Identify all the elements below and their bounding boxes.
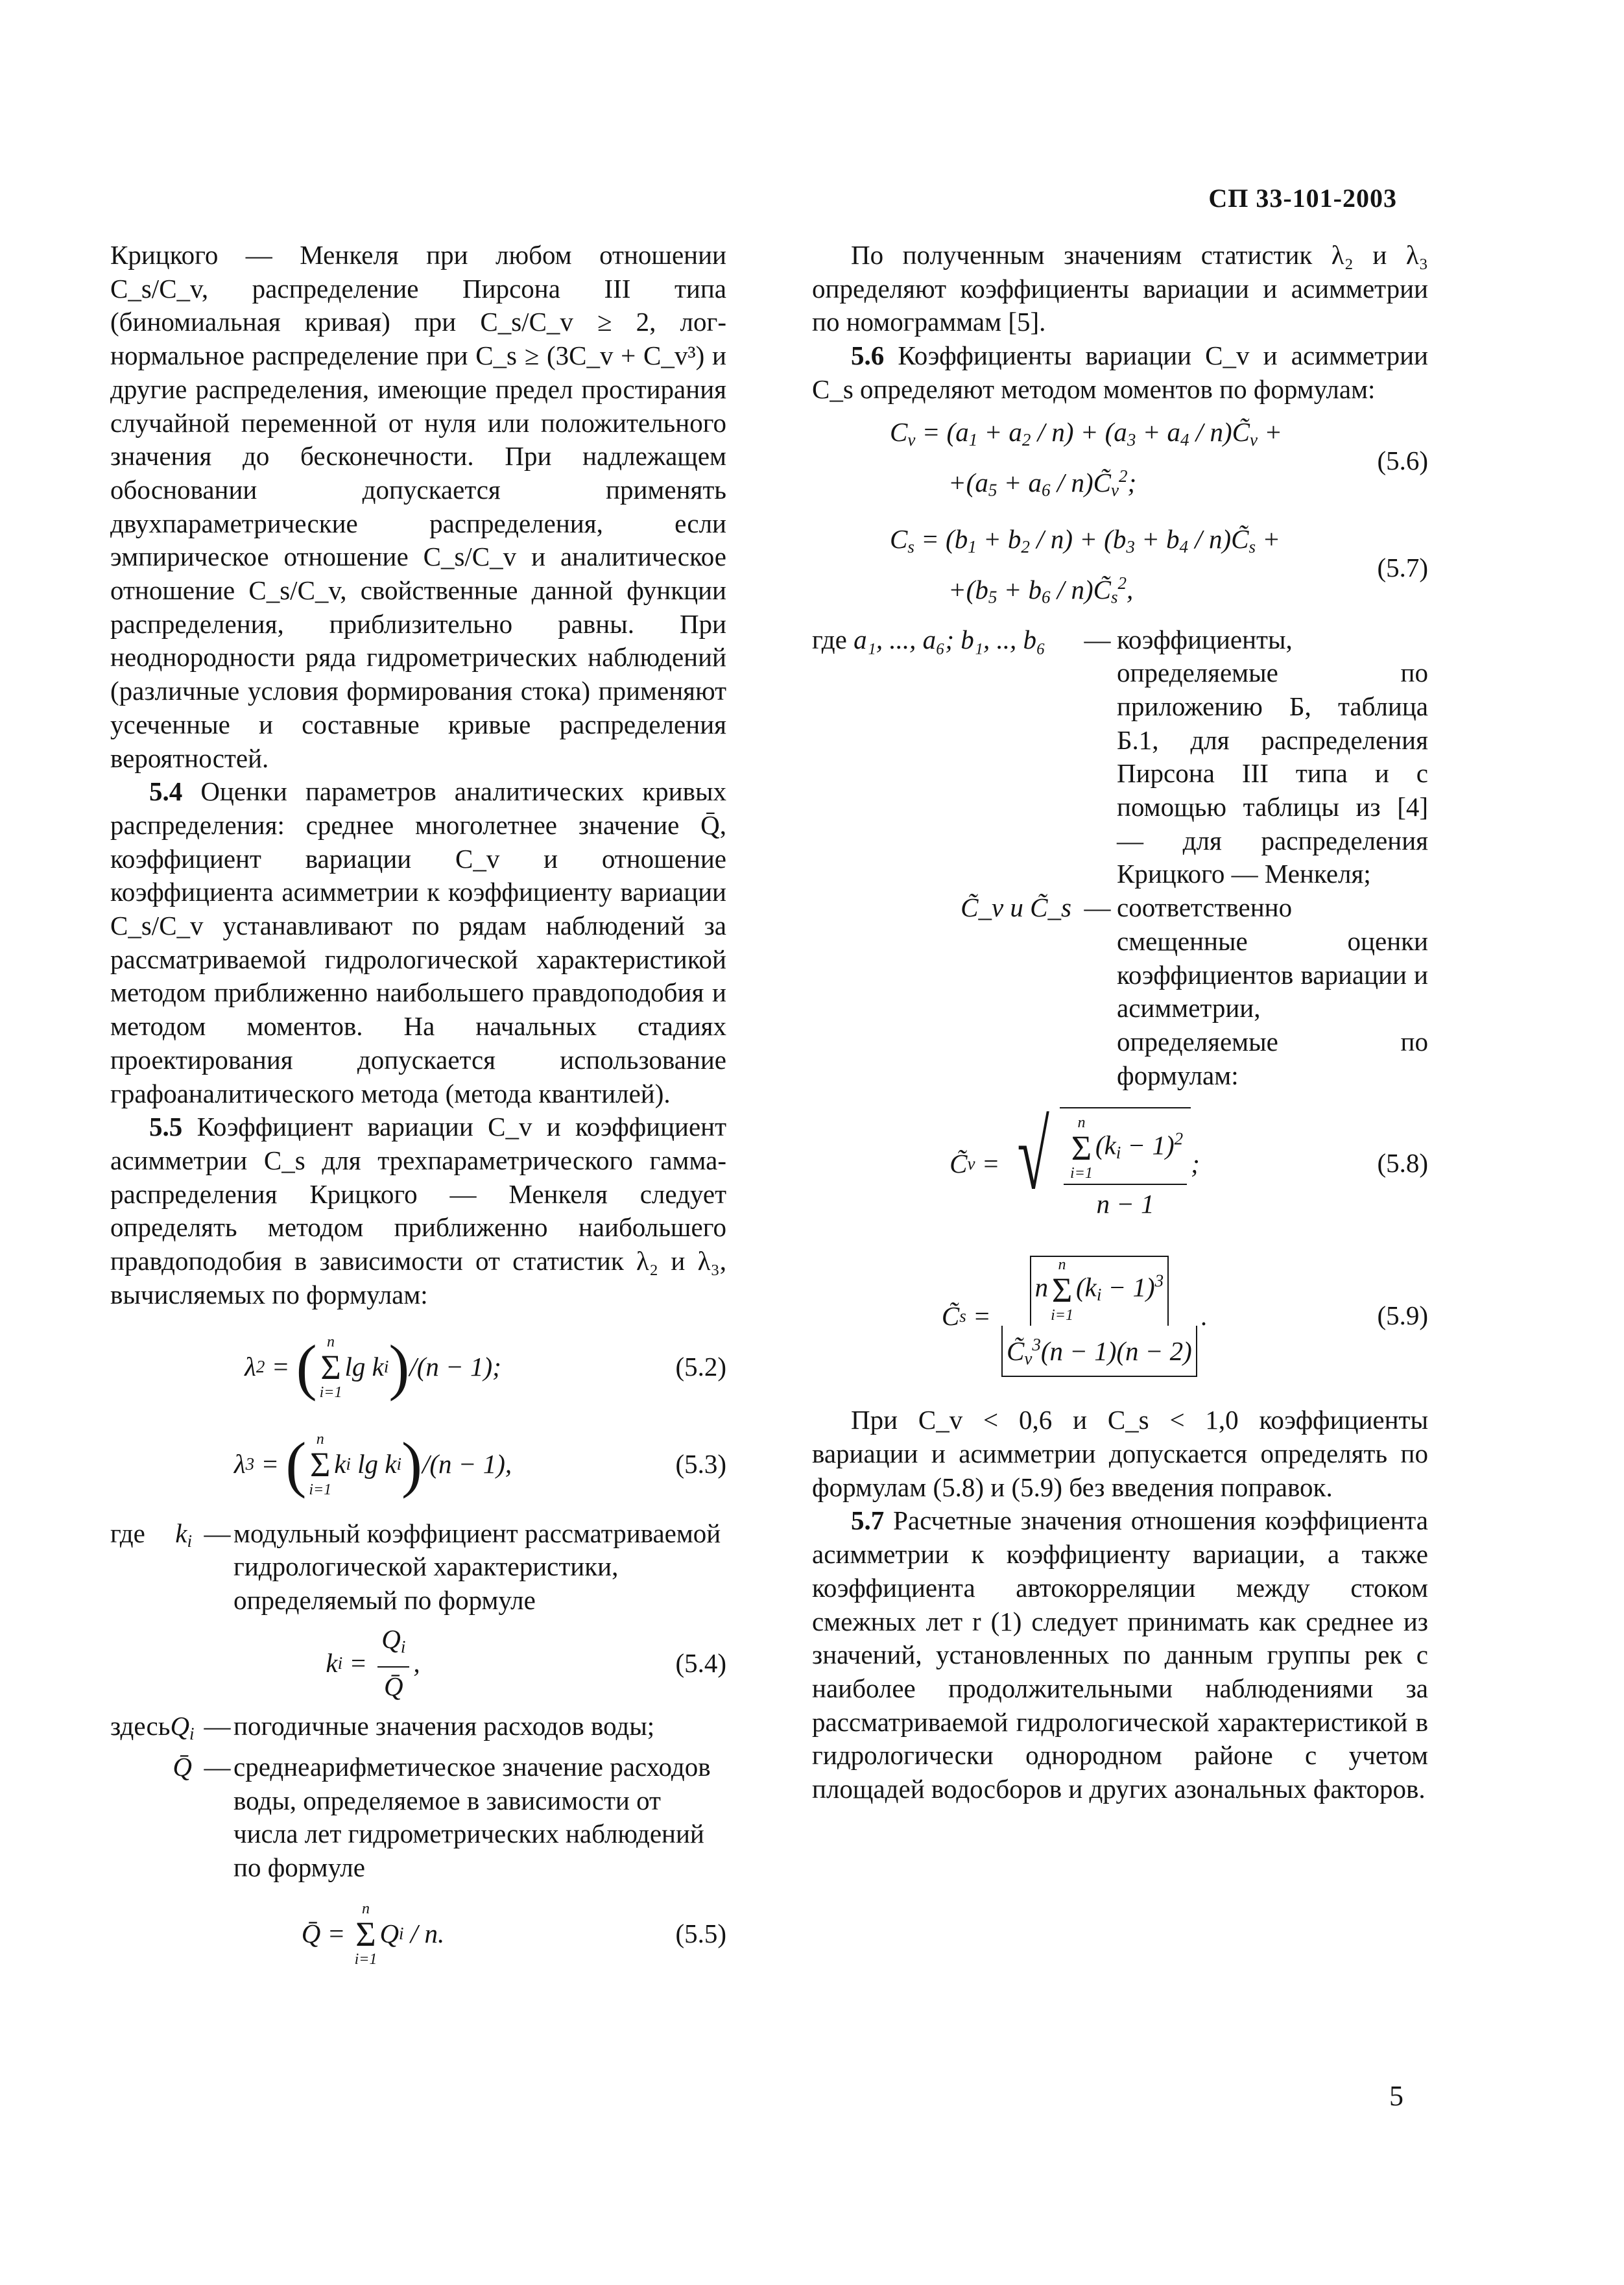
section-text: Коэффициент вариации C_v и коэффициент асимметрии C_s для трехпараметрического гамма-распределения Крицкого — Менкеля следует определять методом приближенно наибольшего правдоподобия в зависимости от статистик λ₂ и λ₃, вычисляемых по формулам: [110, 1112, 727, 1310]
where-word: где [812, 624, 847, 654]
term-qbar: Q̄ [173, 1752, 192, 1782]
definition-text: коэффициенты, определяемые по приложению Б, таблица Б.1, для распределения Пирсона III типа и с помощью таблицы из [4] — для распределения Крицкого — Менкеля; [1117, 624, 1428, 889]
where-word: где [110, 1518, 145, 1548]
formula-5-5: Q̄ = n Σ i=1 Q i / n. (5.5) [301, 1900, 726, 1968]
term-cv-cs: C̃_v и C̃_s [961, 892, 1071, 923]
formula-number: (5.8) [1377, 1148, 1428, 1178]
section-text: Коэффициенты вариации C_v и асимметрии C_s определяют методом моментов по формулам: [812, 341, 1428, 404]
definition-k: где $k_i$ — модульный коэффициент рассматриваемой гидрологической характеристики, определяемый по формуле [110, 1517, 726, 1618]
formula-5-2: λ 2 = ( n Σ i=1 lg k i ) /(n − 1); (5.2) [245, 1332, 726, 1402]
term-qi: $Q_i$ [170, 1710, 195, 1743]
definition-coefficients: где a₁, ..., a₆; b₁, .., b₆ — коэффициенты, определяемые по приложению Б, таблица Б.1, для распределения Пирсона III типа и с помощью таблицы из [4] — для распределения Крицкого — Менкеля; C̃_v и C̃_s — соответственно смещенные оценки коэффициентов вариации и асимметрии, определяемые по формулам: [812, 623, 1428, 1093]
left-column [110, 239, 726, 1980]
definition-text: погодичные значения расходов воды; [233, 1710, 655, 1741]
section-number: 5.6 [851, 341, 885, 371]
document-code: СП 33-101-2003 [1208, 184, 1397, 213]
formula-5-9: C̃ s = n n Σ i=1 $(k_i - 1)^3$ $C̃_v^3(n - 1)(n - 2)$ . (5.9) [812, 1241, 1428, 1391]
definition-text: среднеарифметическое значение расходов воды, определяемое в зависимости от числа лет гидрометрических наблюдений по формуле [233, 1752, 711, 1883]
section-number: 5.5 [149, 1112, 183, 1142]
formula-number: (5.7) [1377, 552, 1428, 582]
formula-5-8: C̃ v = √ n Σ i=1 $(k_i - 1)^2$ n − 1 ; (5.8) [812, 1099, 1428, 1228]
formula-5-4: k i = $\frac{Q_i}{Q̄}$ , (5.4) [326, 1624, 726, 1702]
here-word: здесь [110, 1710, 171, 1741]
section-5-5 [110, 1110, 726, 1311]
definition-text: соответственно смещенные оценки коэффициентов вариации и асимметрии, определяемые по формулам: [1117, 892, 1428, 1090]
formula-number: (5.4) [675, 1647, 726, 1678]
formula-number: (5.9) [1377, 1300, 1428, 1331]
right-column [812, 239, 1428, 1806]
formula-number: (5.3) [675, 1448, 726, 1479]
section-text: Расчетные значения отношения коэффициента асимметрии к коэффициенту вариации, а также коэффициента автокорреляции между стоком смежных лет r (1) следует принимать как среднее из значений, установленных по данным группы рек с наиболее продолжительными наблюдениями за рассматриваемой гидрологической характеристикой в гидрологически однородном районе с учетом площадей водосборов и других азональных факторов. [812, 1505, 1429, 1804]
section-text: Оценки параметров аналитических кривых распределения: среднее многолетнее значение Q̄, коэффициент вариации C_v и отношение коэффициента асимметрии к коэффициенту вариации C_s/C_v устанавливают по рядам наблюдений за рассматриваемой гидрологической характеристикой методом приближенно наибольшего правдоподобия и методом моментов. На начальных стадиях проектирования допускается использование графоаналитического метода (метода квантилей). [110, 776, 726, 1108]
section-5-4 [110, 775, 726, 1110]
section-number: 5.7 [851, 1505, 885, 1536]
formula-5-3: λ 3 = ( n Σ i=1 k i lg k i ) /(n − 1), (5.3) [233, 1429, 726, 1499]
section-number: 5.4 [149, 776, 183, 807]
page-number: 5 [1389, 2080, 1403, 2112]
formula-5-7: $C_s = (b_1 + b_2 / n) + (b_3 + b_4$ / $n)C̃_s$ + $+(b_5 + b_6$ / $n)C̃_s^2$, (5.7) [890, 523, 1428, 607]
definition-qi: здесь $Q_i$ — погодичные значения расходов воды; Q̄ — среднеарифметическое значение расходов воды, определяемое в зависимости от числа лет гидрометрических наблюдений по формуле [110, 1710, 726, 1885]
formula-number: (5.2) [675, 1351, 726, 1382]
paragraph: По полученным значениям статистик λ₂ и λ₃ определяют коэффициенты вариации и асимметрии по номограммам [5]. [812, 240, 1428, 337]
paragraph-continuation: Крицкого — Менкеля при любом отношении C_s/C_v, распределение Пирсона III типа (биномиальная кривая) при C_s/C_v ≥ 2, лог-нормальное распределение при C_s ≥ (3C_v + C_v³) и другие распределения, имеющие предел простирания случайной переменной от нуля или положительного значения до бесконечности. При надлежащем обосновании допускается применять двухпараметрические распределения, если эмпирическое отношение C_s/C_v и аналитическое отношение C_s/C_v, свойственные данной функции распределения, приблизительно равны. При неоднородности ряда гидрометрических наблюдений (различные условия формирования стока) применяют усеченные и составные кривые распределения вероятностей. [110, 240, 726, 773]
paragraph: При C_v < 0,6 и C_s < 1,0 коэффициенты вариации и асимметрии допускается определять по формулам (5.8) и (5.9) без введения поправок. [812, 1405, 1428, 1502]
definition-text: модульный коэффициент рассматриваемой гидрологической характеристики, определяемый по формуле [233, 1518, 721, 1615]
formula-number: (5.6) [1377, 445, 1428, 475]
term-k: $k_i$ [175, 1518, 192, 1551]
formula-5-6: $C_v = (a_1 + a_2 / n) + (a_3 + a_4$ / $n)C̃_v$ + $+(a_5 + a_6$ / $n)C̃_v^2$; (5.6) [890, 416, 1428, 500]
formula-number: (5.5) [675, 1919, 726, 1949]
term-ab: a₁, ..., a₆; b₁, .., b₆ [854, 624, 1046, 654]
section-5-7 [812, 1504, 1428, 1806]
section-5-6 [812, 339, 1428, 406]
